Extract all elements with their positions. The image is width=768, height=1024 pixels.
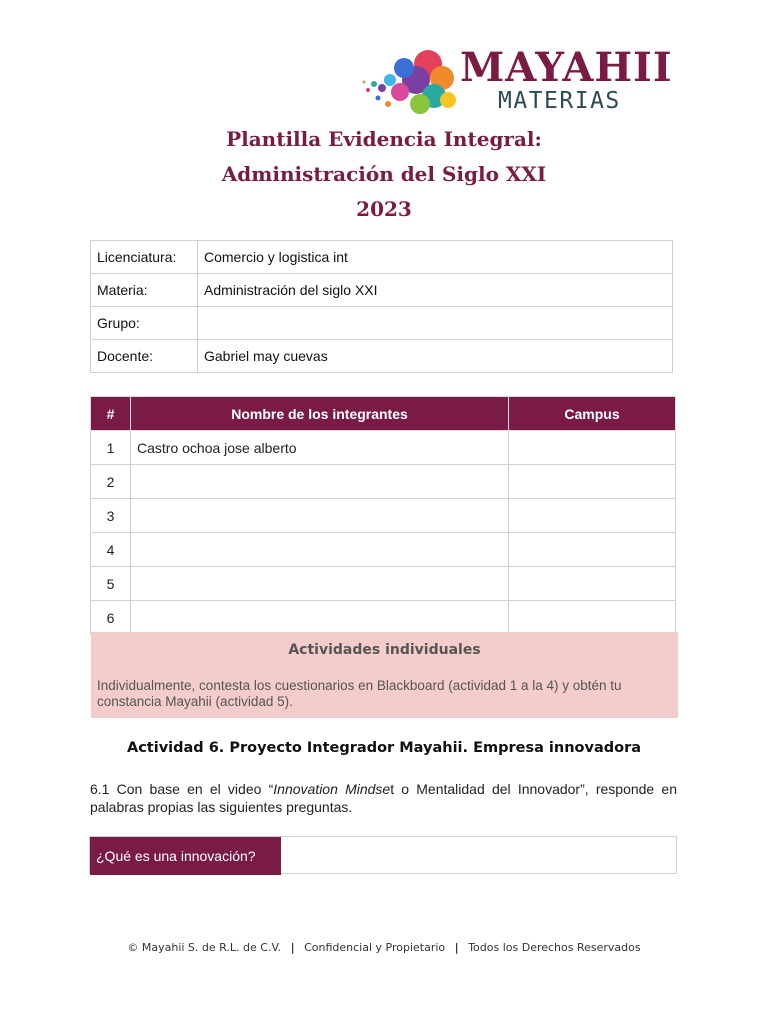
table-row	[91, 499, 676, 533]
answer-field[interactable]	[281, 837, 676, 873]
activities-title: Actividades individuales	[288, 642, 481, 658]
footer	[0, 941, 768, 954]
row-number: 4	[91, 533, 131, 567]
logo-brand-name: MAYAHII	[460, 44, 673, 91]
footer-company: © Mayahii S. de R.L. de C.V.	[127, 941, 282, 954]
info-label: Grupo:	[91, 307, 198, 340]
info-value[interactable]	[198, 307, 673, 340]
intro-video-title: Innovation Mindse	[273, 781, 391, 797]
footer-rights: Todos los Derechos Reservados	[468, 941, 641, 954]
footer-separator: |	[454, 941, 459, 954]
title-line-2: Administración del Siglo XXI	[221, 162, 547, 186]
info-row-licenciatura	[91, 241, 673, 274]
question-row	[89, 836, 677, 874]
footer-separator: |	[290, 941, 295, 954]
header-campus: Campus	[509, 397, 676, 431]
title-year: 2023	[356, 197, 412, 221]
info-table	[90, 240, 673, 373]
table-row	[91, 465, 676, 499]
info-value[interactable]: Gabriel may cuevas	[198, 340, 673, 373]
page-title	[0, 122, 768, 227]
activity6-heading: Actividad 6. Proyecto Integrador Mayahii. Empresa innovadora	[126, 740, 642, 756]
campus-cell[interactable]	[509, 533, 676, 567]
row-number: 1	[91, 431, 131, 465]
member-name-cell[interactable]	[131, 601, 509, 635]
question-label: ¿Qué es una innovación?	[90, 837, 281, 875]
intro-text-end: t o Mentalidad del Innovador”, responde en palabras propias las siguientes preguntas.	[90, 781, 677, 815]
info-label: Licenciatura:	[91, 241, 198, 274]
individual-activities-box	[91, 632, 678, 718]
info-value[interactable]: Administración del siglo XXI	[198, 274, 673, 307]
table-row	[91, 431, 676, 465]
campus-cell[interactable]	[509, 431, 676, 465]
info-row-materia	[91, 274, 673, 307]
campus-cell[interactable]	[509, 499, 676, 533]
table-row	[91, 567, 676, 601]
row-number: 2	[91, 465, 131, 499]
row-number: 6	[91, 601, 131, 635]
mayahii-logo	[360, 44, 680, 120]
table-row	[91, 601, 676, 635]
member-name-cell[interactable]: Castro ochoa jose alberto	[131, 431, 509, 465]
table-row	[91, 533, 676, 567]
header-number: #	[91, 397, 131, 431]
title-line-1: Plantilla Evidencia Integral:	[226, 127, 542, 151]
colorful-head-icon	[360, 44, 460, 120]
info-label: Materia:	[91, 274, 198, 307]
member-name-cell[interactable]	[131, 465, 509, 499]
info-row-grupo	[91, 307, 673, 340]
members-header-row	[91, 397, 676, 431]
member-name-cell[interactable]	[131, 567, 509, 601]
footer-confidential: Confidencial y Propietario	[304, 941, 446, 954]
info-value[interactable]: Comercio y logistica int	[198, 241, 673, 274]
members-table	[90, 396, 676, 635]
campus-cell[interactable]	[509, 601, 676, 635]
member-name-cell[interactable]	[131, 499, 509, 533]
logo-subtitle: MATERIAS	[498, 88, 621, 114]
info-label: Docente:	[91, 340, 198, 373]
member-name-cell[interactable]	[131, 533, 509, 567]
info-row-docente	[91, 340, 673, 373]
campus-cell[interactable]	[509, 567, 676, 601]
header-name: Nombre de los integrantes	[131, 397, 509, 431]
activity6-intro	[90, 780, 677, 816]
activities-description: Individualmente, contesta los cuestionarios en Blackboard (actividad 1 a la 4) y obtén tu constancia Mayahii (actividad 5).	[97, 678, 622, 709]
row-number: 3	[91, 499, 131, 533]
intro-text-start: 6.1 Con base en el video “	[90, 781, 274, 797]
campus-cell[interactable]	[509, 465, 676, 499]
row-number: 5	[91, 567, 131, 601]
